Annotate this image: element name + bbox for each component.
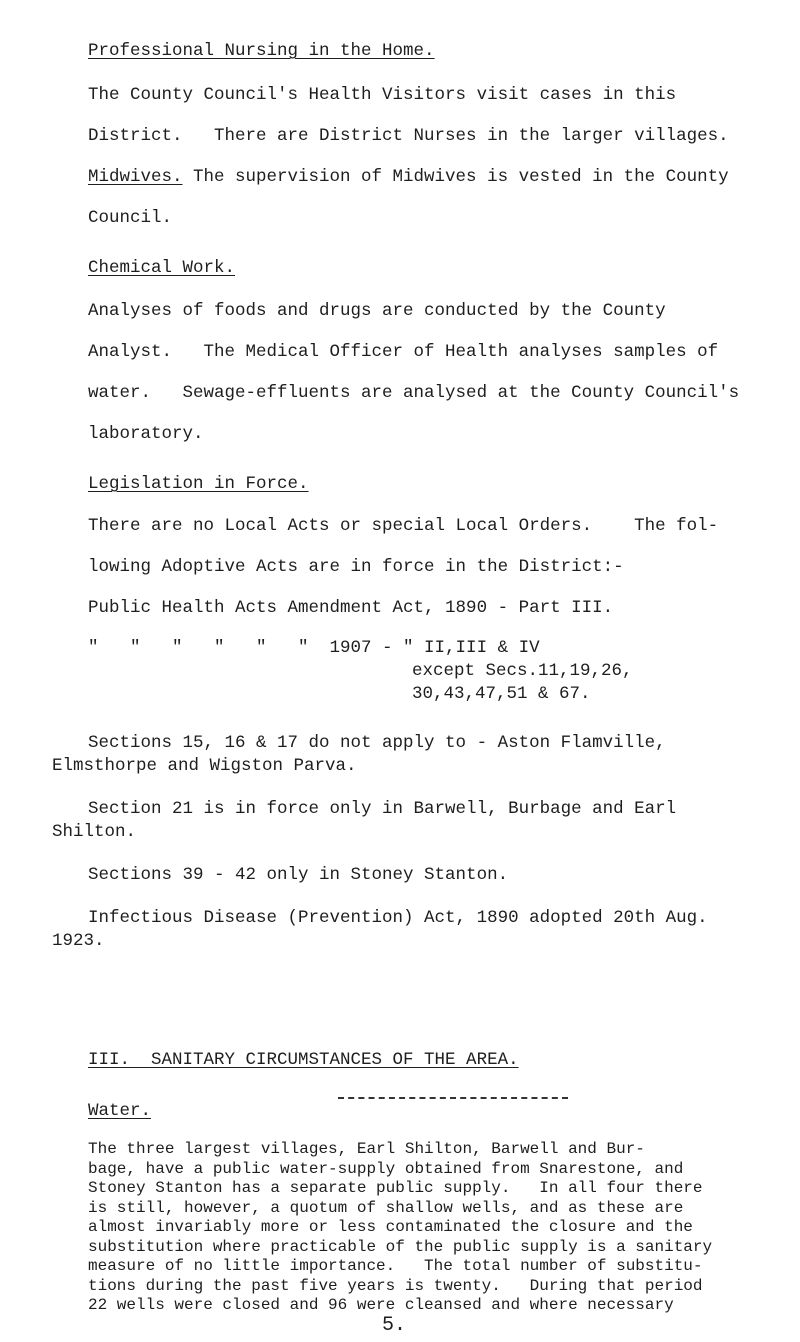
chemical-line-1: Analyses of foods and drugs are conducted by the County — [88, 301, 666, 321]
chemical-line-2: Analyst. The Medical Officer of Health analyses samples of — [88, 342, 719, 362]
heading-water: Water. — [88, 1101, 152, 1121]
section-21-line-1: Section 21 is in force only in Barwell, Burbage and Earl — [88, 799, 677, 819]
act-1907-exceptions-1: except Secs.11,19,26, — [412, 661, 633, 681]
legislation-line-2: lowing Adoptive Acts are in force in the District:- — [88, 557, 624, 577]
sections-15-17-line-2: Elmsthorpe and Wigston Parva. — [52, 756, 357, 776]
heading-chemical-work: Chemical Work. — [88, 258, 236, 278]
heading-midwives: Midwives. — [88, 167, 183, 187]
page-number: 5. — [382, 1314, 407, 1337]
heading-professional-nursing: Professional Nursing in the Home. — [88, 41, 435, 61]
chemical-line-4: laboratory. — [88, 424, 204, 444]
water-line-5: almost invariably more or less contaminated the closure and the — [88, 1218, 693, 1236]
heading-legislation: Legislation in Force. — [88, 474, 309, 494]
act-1890-line: Public Health Acts Amendment Act, 1890 - Part III. — [88, 598, 614, 618]
act-1907-line: " " " " " " 1907 - " II,III & IV — [88, 638, 540, 658]
sections-39-42-line: Sections 39 - 42 only in Stoney Stanton. — [88, 865, 509, 885]
water-line-8: tions during the past five years is twenty. During that period — [88, 1276, 703, 1295]
water-line-2: bage, have a public water-supply obtained from Snarestone, and — [88, 1159, 684, 1178]
nursing-line-1: The County Council's Health Visitors visit cases in this — [88, 85, 677, 105]
water-line-9: 22 wells were closed and 96 were cleansed and where necessary — [88, 1296, 674, 1314]
water-line-7: measure of no little importance. The total number of substitu- — [88, 1257, 703, 1275]
act-1907-exceptions-2: 30,43,47,51 & 67. — [412, 684, 591, 704]
chemical-line-3: water. Sewage-effluents are analysed at the County Council's — [88, 383, 740, 403]
midwives-line-2: Council. — [88, 208, 173, 228]
midwives-paragraph-line-1 — [88, 166, 729, 189]
midwives-line-1: The supervision of Midwives is vested in the County — [182, 167, 729, 187]
section-21-line-2: Shilton. — [52, 822, 137, 842]
heading-sanitary-circumstances: III. SANITARY CIRCUMSTANCES OF THE AREA. — [88, 1050, 519, 1070]
sections-15-17-line-1: Sections 15, 16 & 17 do not apply to - Aston Flamville, — [88, 733, 666, 753]
water-line-6: substitution where practicable of the public supply is a sanitary — [88, 1237, 713, 1256]
infectious-disease-act-line-2: 1923. — [52, 931, 105, 951]
infectious-disease-act-line-1: Infectious Disease (Prevention) Act, 1890 adopted 20th Aug. — [88, 908, 708, 928]
legislation-line-1: There are no Local Acts or special Local Orders. The fol- — [88, 516, 719, 536]
nursing-line-2: District. There are District Nurses in the larger villages. — [88, 126, 729, 146]
dashed-separator — [338, 1097, 568, 1099]
water-line-3: Stoney Stanton has a separate public supply. In all four there — [88, 1179, 703, 1197]
water-line-4: is still, however, a quotum of shallow wells, and as these are — [88, 1198, 684, 1217]
water-line-1: The three largest villages, Earl Shilton, Barwell and Bur- — [88, 1140, 645, 1158]
